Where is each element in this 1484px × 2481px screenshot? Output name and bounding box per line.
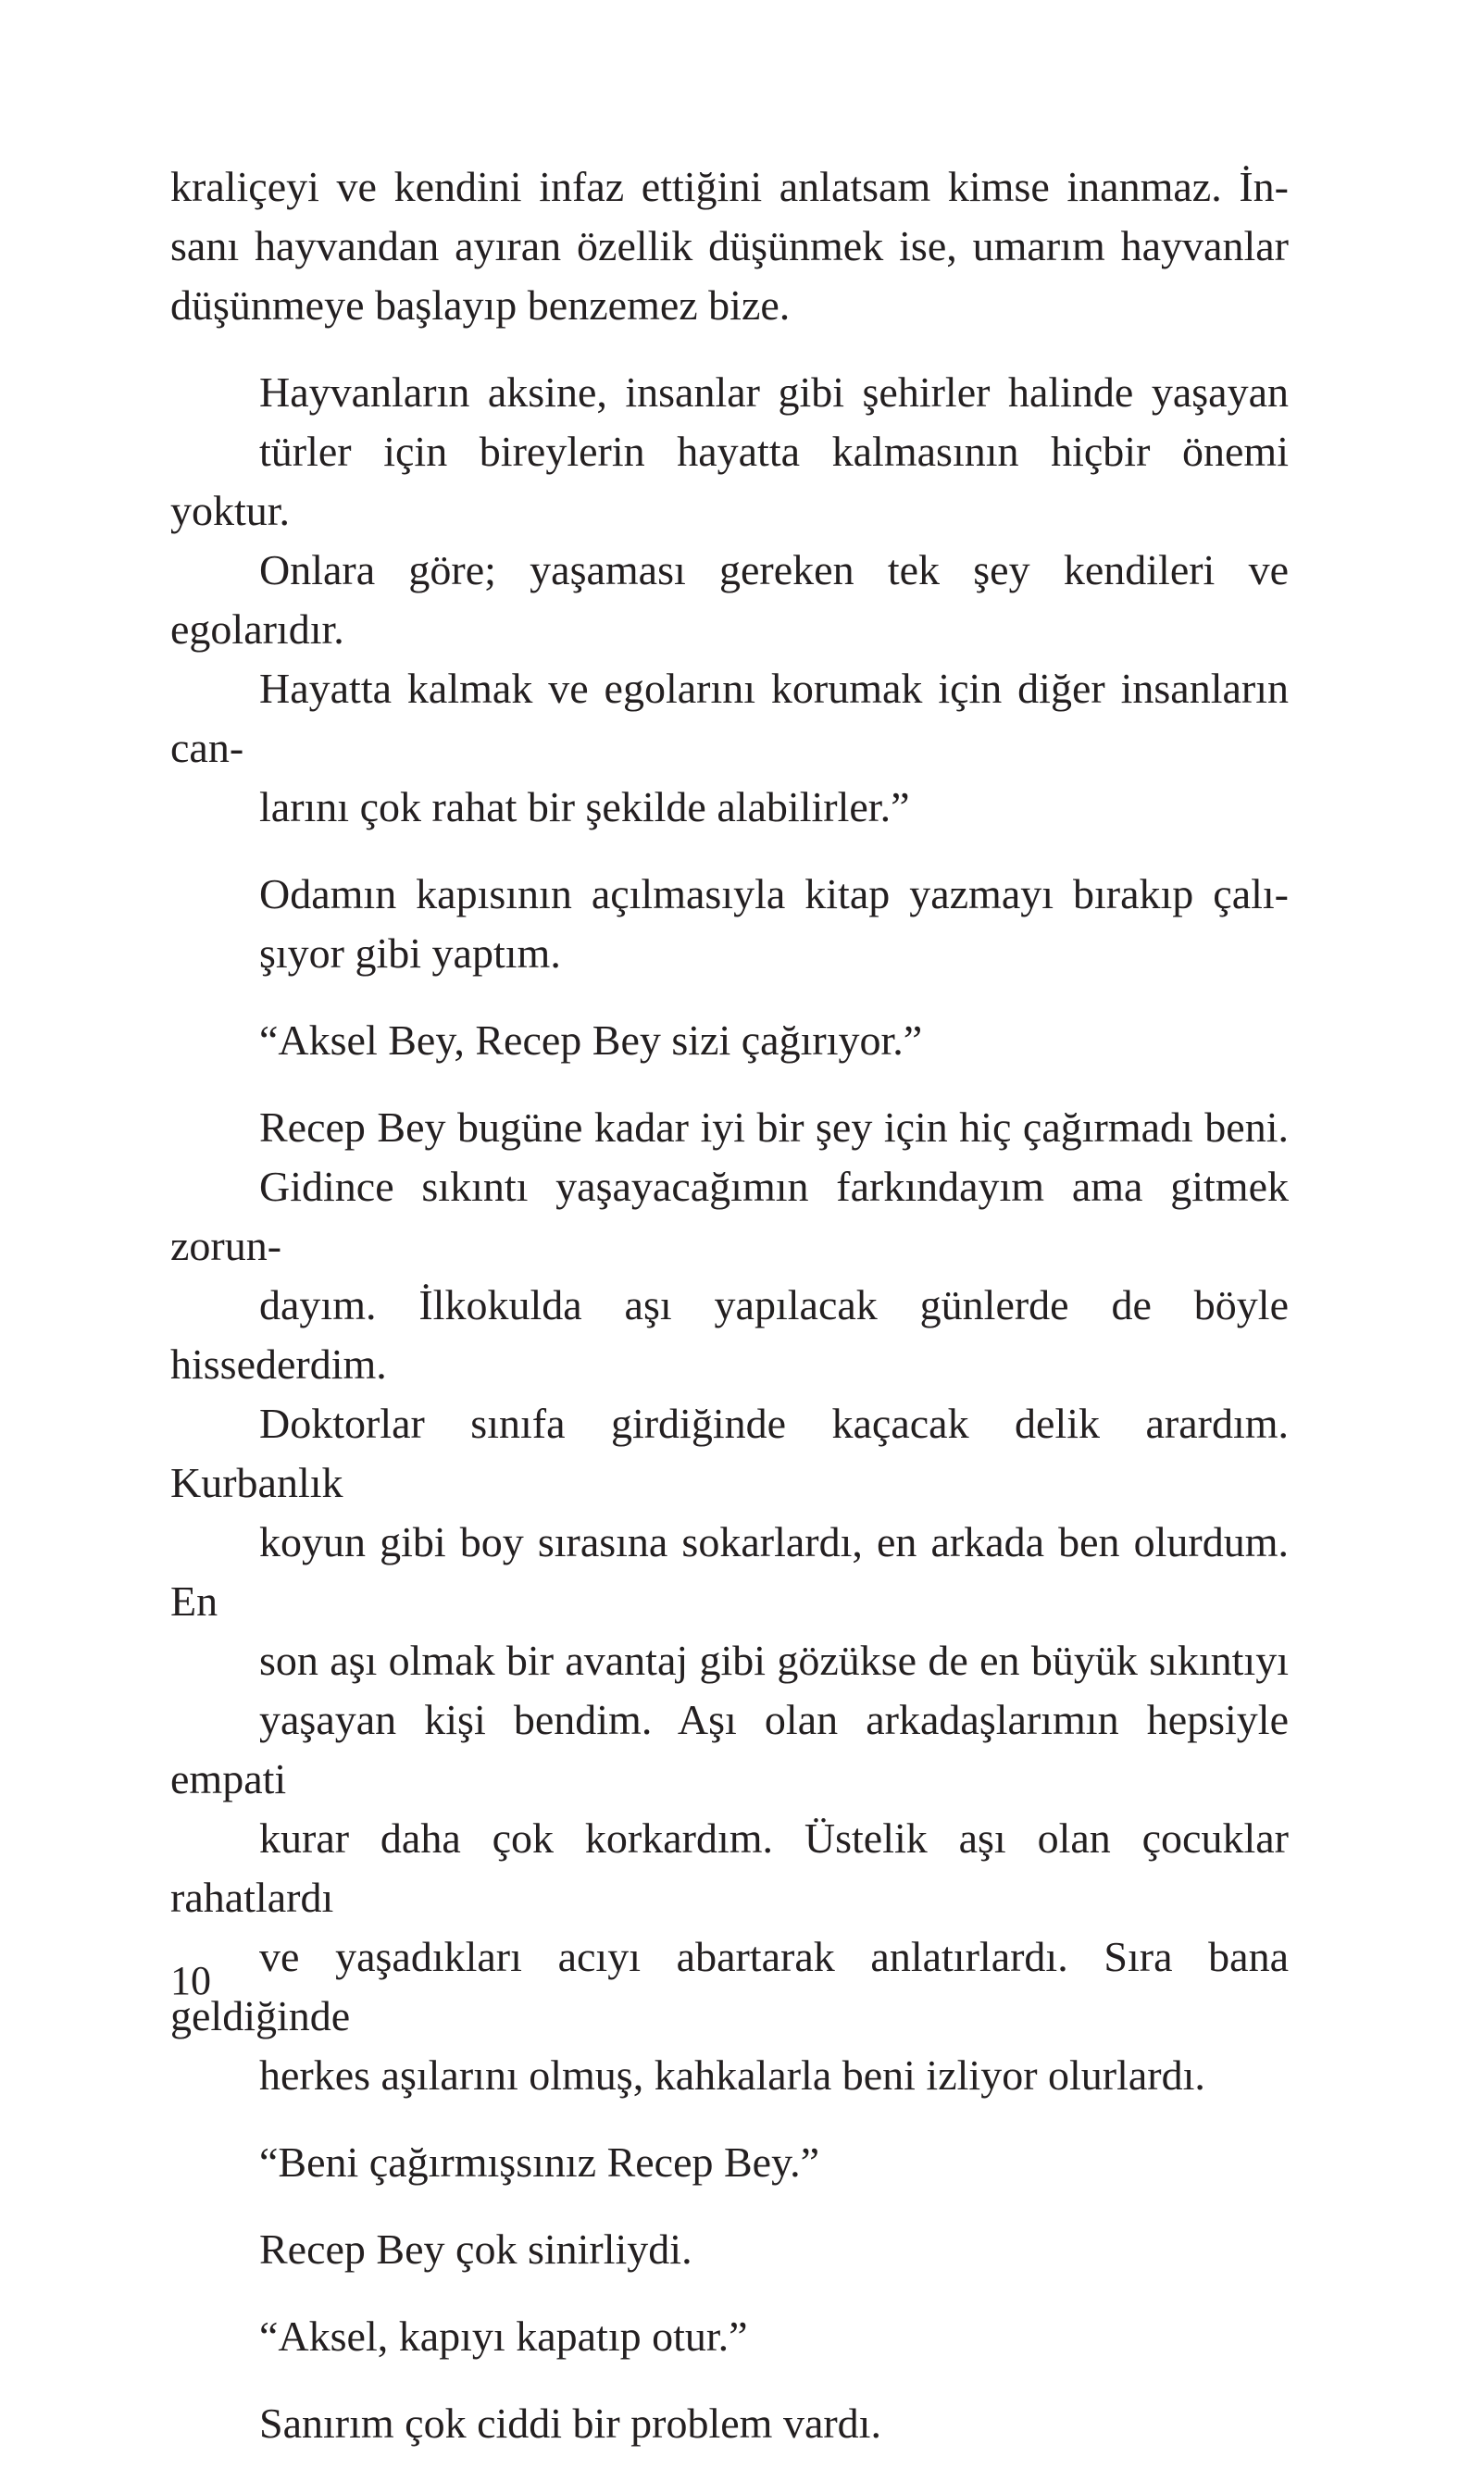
- text-line: Doktorlar sınıfa girdiğinde kaçacak delik arardım. Kurbanlık: [170, 1400, 1289, 1506]
- text-line: “Beni çağırmışsınız Recep Bey.”: [259, 2138, 820, 2186]
- paragraph-3: [170, 865, 1289, 983]
- text-line: koyun gibi boy sırasına sokarlardı, en arkada ben olurdum. En: [170, 1518, 1289, 1625]
- text-line: kurar daha çok korkardım. Üstelik aşı olan çocuklar rahatlardı: [170, 1814, 1289, 1921]
- text-line: son aşı olmak bir avantaj gibi gözükse de en büyük sıkıntıyı: [259, 1637, 1289, 1684]
- text-line: “Aksel Bey, Recep Bey sizi çağırıyor.”: [259, 1016, 923, 1064]
- paragraph-6: [170, 2133, 1289, 2192]
- paragraph-5: [170, 1098, 1289, 2105]
- paragraph-7: [170, 2220, 1289, 2279]
- paragraph-4: [170, 1011, 1289, 1070]
- text-line: Gidince sıkıntı yaşayacağımın farkındayım ama gitmek zorun-: [170, 1163, 1289, 1269]
- text-line: yaşayan kişi bendim. Aşı olan arkadaşlarımın hepsiyle empati: [170, 1696, 1289, 1802]
- text-line: “Aksel, kapıyı kapatıp otur.”: [259, 2313, 748, 2360]
- paragraph-2: [170, 363, 1289, 837]
- text-line: sanı hayvandan ayıran özellik düşünmek ise, umarım hayvanlar: [170, 222, 1289, 269]
- text-line: türler için bireylerin hayatta kalmasının hiçbir önemi yoktur.: [170, 428, 1289, 534]
- text-line: kraliçeyi ve kendini infaz ettiğini anlatsam kimse inanmaz. İn-: [170, 163, 1289, 210]
- text-line: Recep Bey bugüne kadar iyi bir şey için hiç çağırmadı beni.: [259, 1103, 1289, 1151]
- paragraph-8: [170, 2307, 1289, 2366]
- text-line: larını çok rahat bir şekilde alabilirler.”: [259, 783, 910, 830]
- text-line: Sanırım çok ciddi bir problem vardı.: [259, 2400, 881, 2447]
- text-line: Odamın kapısının açılmasıyla kitap yazmayı bırakıp çalı-: [259, 870, 1289, 917]
- text-line: şıyor gibi yaptım.: [259, 929, 561, 977]
- text-line: dayım. İlkokulda aşı yapılacak günlerde de böyle hissederdim.: [170, 1281, 1289, 1388]
- page-number: 10: [170, 1958, 211, 2003]
- paragraph-9: [170, 2394, 1289, 2453]
- text-line: Hayatta kalmak ve egolarını korumak için diğer insanların can-: [170, 665, 1289, 771]
- text-line: düşünmeye başlayıp benzemez bize.: [170, 281, 791, 329]
- paragraph-1: [170, 157, 1289, 335]
- text-line: herkes aşılarını olmuş, kahkalarla beni izliyor olurlardı.: [259, 2051, 1205, 2099]
- text-line: ve yaşadıkları acıyı abartarak anlatırlardı. Sıra bana geldiğinde: [170, 1933, 1289, 2039]
- body-text: [170, 157, 1289, 2481]
- text-line: Hayvanların aksine, insanlar gibi şehirler halinde yaşayan: [259, 368, 1289, 416]
- text-line: Onlara göre; yaşaması gereken tek şey kendileri ve egolarıdır.: [170, 546, 1289, 653]
- text-line: Recep Bey çok sinirliydi.: [259, 2225, 692, 2273]
